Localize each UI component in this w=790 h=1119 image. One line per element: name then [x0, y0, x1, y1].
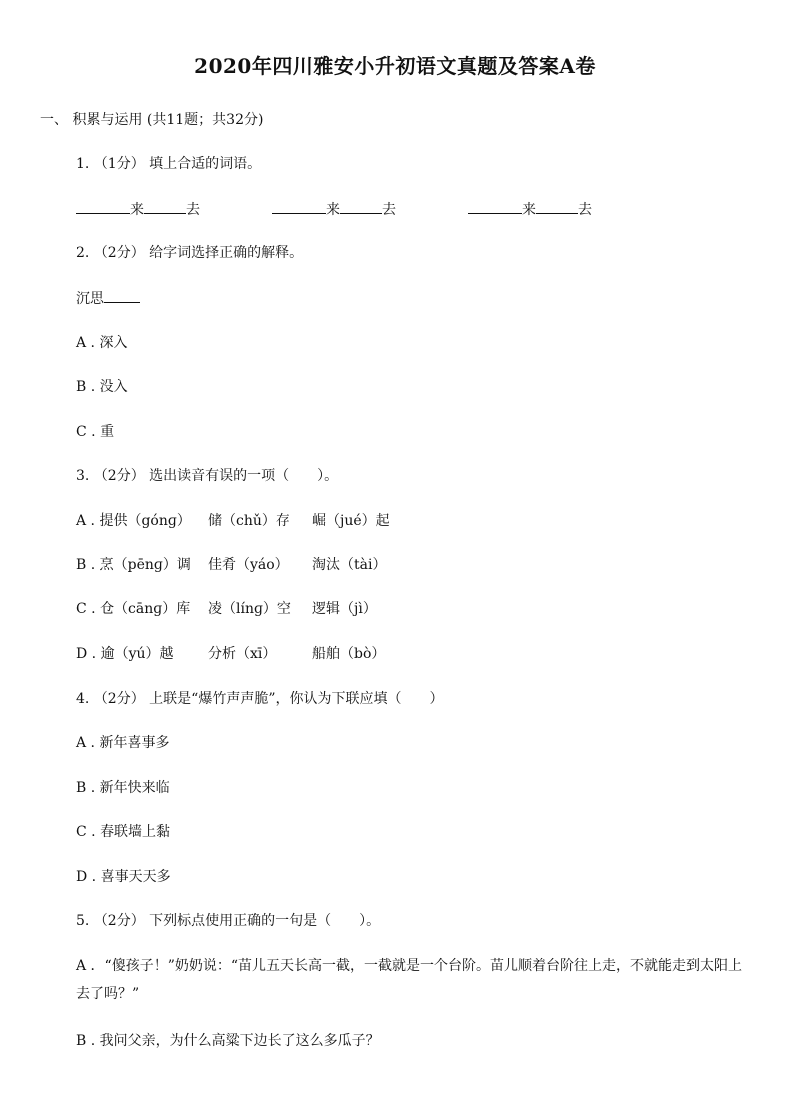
fill-blank-group-1 — [76, 199, 200, 220]
blank[interactable] — [76, 199, 130, 214]
question-2-option-b[interactable]: B . 没入 — [76, 379, 128, 395]
question-4-option-d[interactable]: D . 喜事天天多 — [76, 869, 171, 885]
option-part: A . 提供（gónɡ） — [76, 513, 191, 529]
option-part: 崛（jué）起 — [312, 513, 390, 529]
blank-word: 去 — [186, 202, 200, 218]
blank-word: 来 — [326, 202, 340, 218]
question-2-word — [76, 288, 140, 309]
blank[interactable] — [468, 199, 522, 214]
fill-blank-group-2 — [272, 199, 396, 220]
option-part: 分析（xī） — [208, 646, 277, 662]
question-4-stem: 4. （2分） 上联是“爆竹声声脆”，你认为下联应填（ ） — [76, 691, 444, 707]
blank[interactable] — [340, 199, 382, 214]
question-4-option-b[interactable]: B . 新年快来临 — [76, 780, 170, 796]
question-3-option-b[interactable] — [76, 555, 191, 575]
option-part: 船舶（bò） — [312, 646, 386, 662]
question-3-stem: 3. （2分） 选出读音有误的一项（ ）。 — [76, 468, 339, 484]
page-title: 2020年四川雅安小升初语文真题及答案A卷 — [194, 54, 596, 78]
question-1-stem: 1. （1分） 填上合适的词语。 — [76, 156, 262, 172]
blank-word: 去 — [578, 202, 592, 218]
option-part: D . 逾（yú）越 — [76, 646, 174, 662]
question-5-stem: 5. （2分） 下列标点使用正确的一句是（ ）。 — [76, 913, 381, 929]
blank[interactable] — [536, 199, 578, 214]
option-part: 储（chǔ）存 — [208, 513, 290, 529]
question-5-option-a[interactable]: A ．“傻孩子！”奶奶说：“苗儿五天长高一截，一截就是一个台阶。苗儿顺着台阶往上走，不就能走到太阳上去了吗？” — [76, 958, 743, 1002]
blank[interactable] — [144, 199, 186, 214]
target-word: 沉思 — [76, 291, 104, 307]
question-2-stem: 2. （2分） 给字词选择正确的解释。 — [76, 245, 304, 261]
blank-word: 来 — [522, 202, 536, 218]
option-part: 逻辑（jì） — [312, 601, 377, 617]
blank[interactable] — [272, 199, 326, 214]
question-5-option-b[interactable]: B . 我问父亲，为什么高粱下边长了这么多瓜子？ — [76, 1033, 380, 1049]
blank-word: 来 — [130, 202, 144, 218]
fill-blank-group-3 — [468, 199, 592, 220]
question-4-option-a[interactable]: A . 新年喜事多 — [76, 735, 170, 751]
option-part: 淘汰（tài） — [312, 557, 387, 573]
question-3-option-d[interactable] — [76, 644, 174, 664]
option-part: B . 烹（pēnɡ）调 — [76, 557, 191, 573]
question-3-option-a[interactable] — [76, 511, 191, 531]
blank-word: 去 — [382, 202, 396, 218]
option-part: 凌（línɡ）空 — [208, 601, 291, 617]
question-2-option-c[interactable]: C . 重 — [76, 424, 115, 440]
option-part: 佳肴（yáo） — [208, 557, 289, 573]
question-2-option-a[interactable]: A . 深入 — [76, 335, 128, 351]
question-3-option-c[interactable] — [76, 599, 190, 619]
section-heading: 一、 积累与运用 (共11题；共32分) — [40, 112, 264, 128]
question-4-option-c[interactable]: C . 春联墙上黏 — [76, 824, 171, 840]
answer-blank[interactable] — [104, 288, 140, 303]
option-part: C . 仓（cānɡ）库 — [76, 601, 191, 617]
